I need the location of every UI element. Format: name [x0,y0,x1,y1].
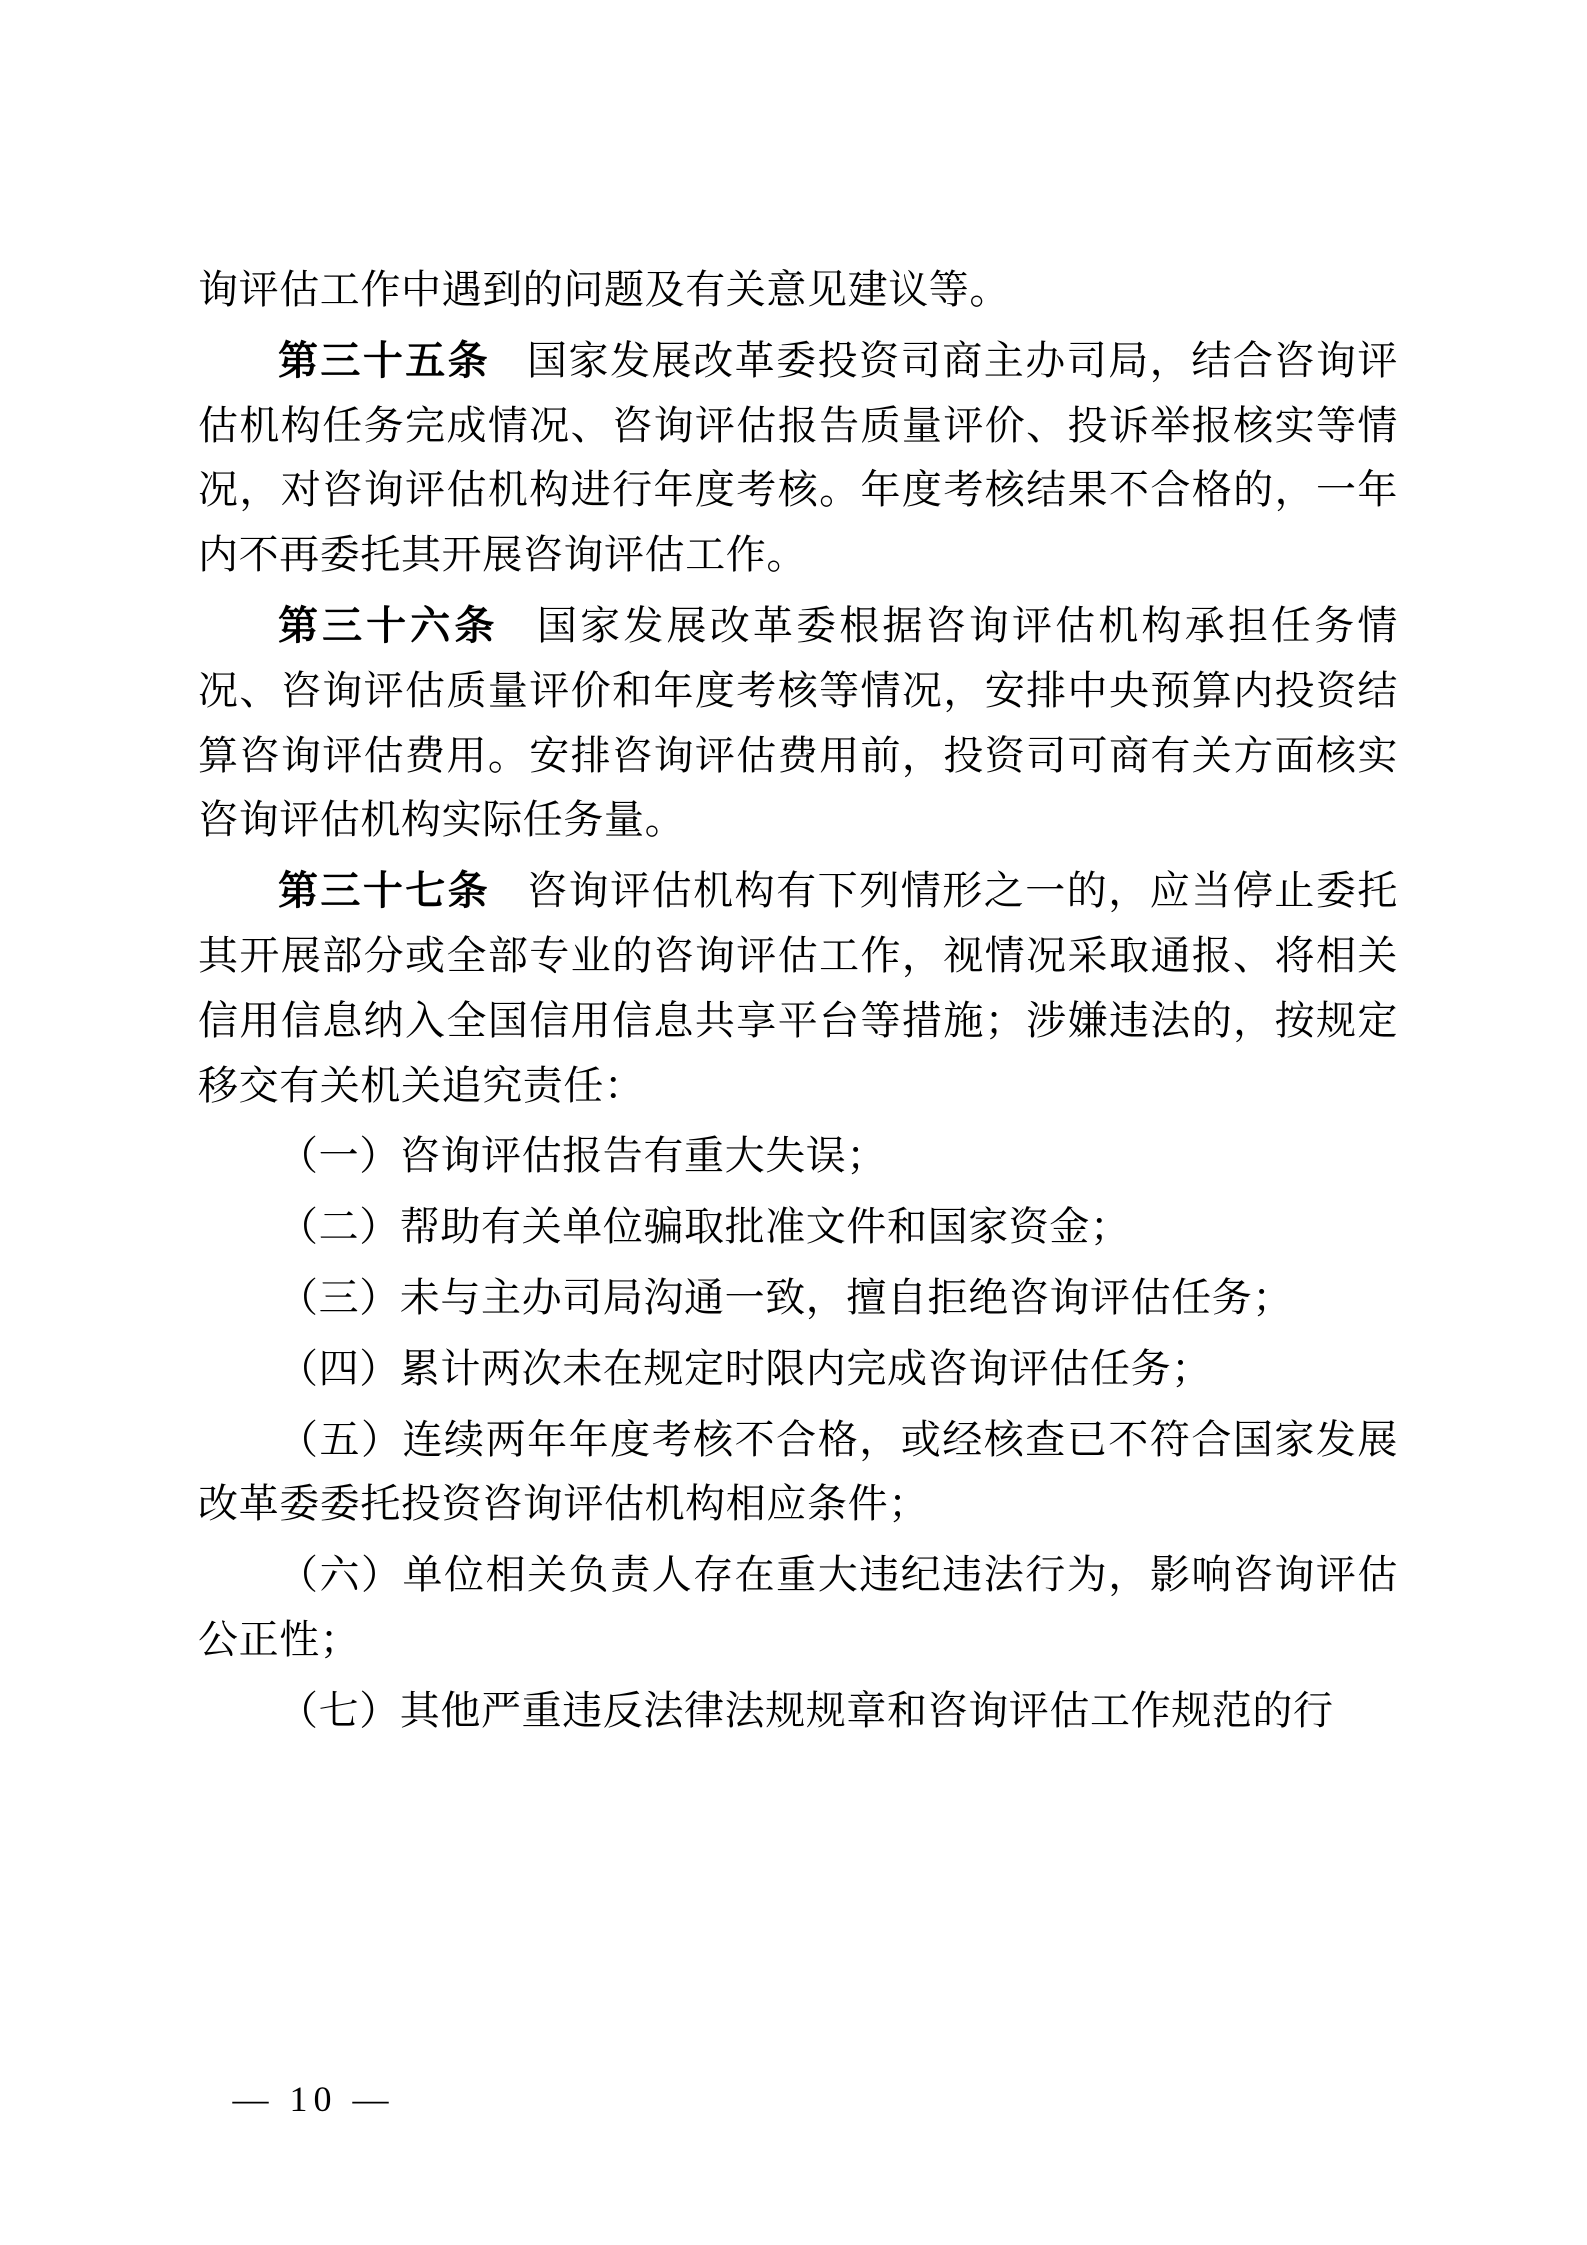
paragraph-article-37 [198,859,1398,1118]
page-number-footer [0,2078,1587,2120]
page-number-value: — 10 — [232,2079,395,2119]
list-item-4: （四）累计两次未在规定时限内完成咨询评估任务； [278,1345,1212,1391]
article-label-35: 第三十五条 [278,337,491,383]
article-text-35: 国家发展改革委投资司商主办司局，结合咨询评估机构任务完成情况、咨询评估报告质量评价、投诉举报核实等情况，对咨询评估机构进行年度考核。年度考核结果不合格的，一年内不再委托其开展咨询评估工作。 [198,337,1399,578]
article-text-36: 国家发展改革委根据咨询评估机构承担任务情况、咨询评估质量评价和年度考核等情况，安排中央预算内投资结算咨询评估费用。安排咨询评估费用前，投资司可商有关方面核实咨询评估机构实际任务量。 [198,602,1399,843]
list-item-2: （二）帮助有关单位骗取批准文件和国家资金； [278,1204,1131,1250]
paragraph-article-36 [198,594,1398,853]
paragraph-continuation: 询评估工作中遇到的问题及有关意见建议等。 [198,267,1010,312]
paragraph-article-35 [198,329,1398,588]
article-text-37: 咨询评估机构有下列情形之一的，应当停止委托其开展部分或全部专业的咨询评估工作，视情况采取通报、将相关信用信息纳入全国信用信息共享平台等措施；涉嫌违法的，按规定移交有关机关追究责任： [198,868,1399,1108]
list-item-3: （三）未与主办司局沟通一致，擅自拒绝咨询评估任务； [278,1274,1293,1320]
list-item-1: （一）咨询评估报告有重大失误； [278,1133,887,1179]
list-item-5: （五）连续两年年度考核不合格，或经核查已不符合国家发展改革委委托投资咨询评估机构相应条件； [198,1416,1398,1527]
list-item-6: （六）单位相关负责人存在重大违纪违法行为，影响咨询评估公正性； [198,1552,1398,1662]
article-label-37: 第三十七条 [278,868,491,914]
document-text-body [198,258,1398,1750]
list-item-7: （七）其他严重违反法律法规规章和咨询评估工作规范的行 [278,1687,1334,1733]
article-label-36: 第三十六条 [278,602,499,648]
